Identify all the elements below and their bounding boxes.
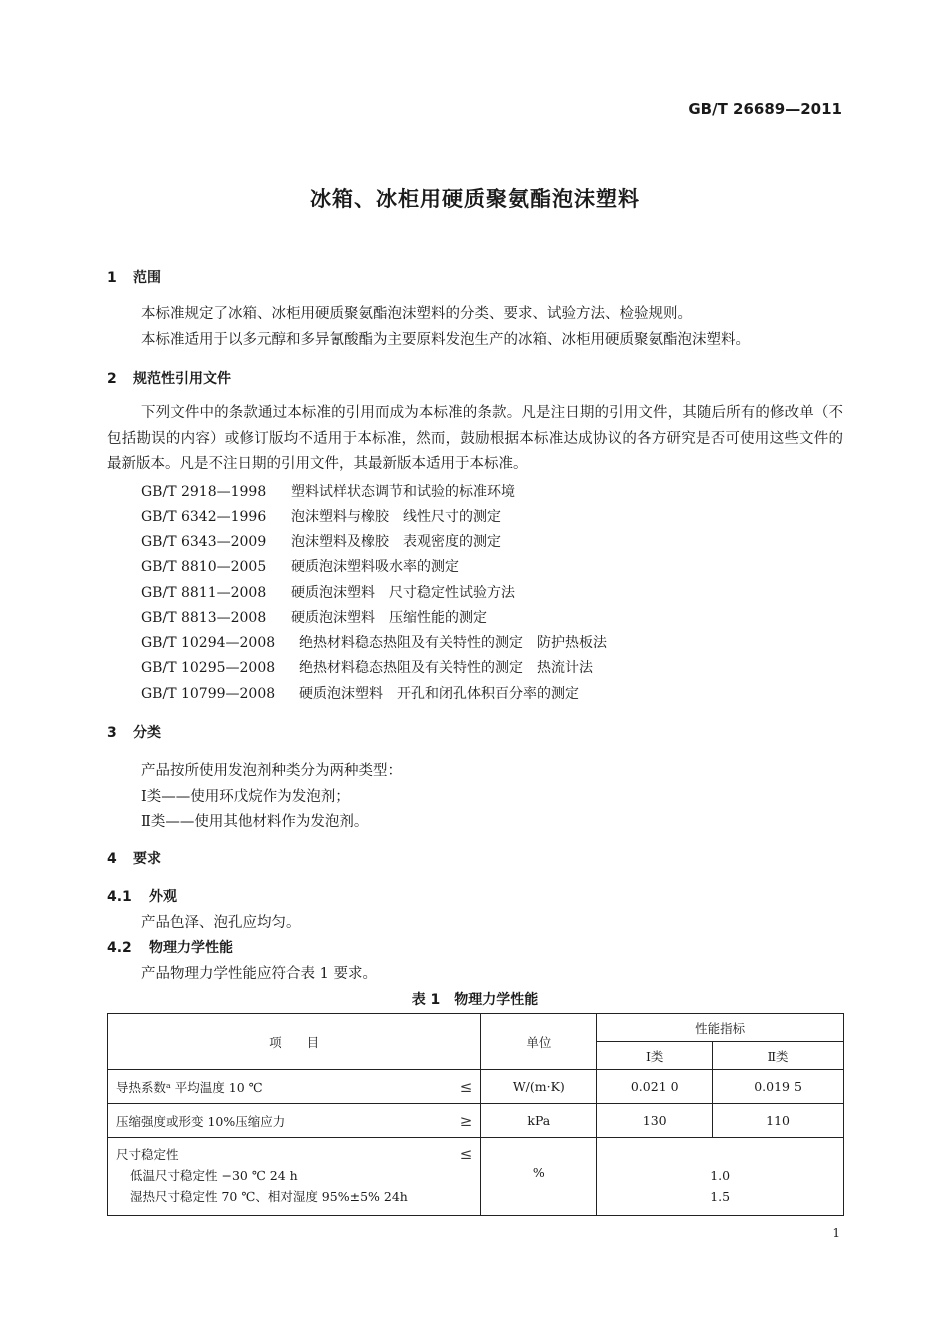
row-item-label: 尺寸稳定性 <box>116 1147 179 1162</box>
table-row <box>108 1104 844 1138</box>
section-title: 范围 <box>133 270 161 286</box>
reference-title: 硬质泡沫塑料 开孔和闭孔体积百分率的测定 <box>299 686 579 702</box>
row-unit: % <box>481 1138 597 1216</box>
reference-code: GB/T 6342—1996 <box>141 509 267 525</box>
row-item <box>108 1070 481 1104</box>
normative-reference <box>141 683 579 703</box>
section-title: 规范性引用文件 <box>133 371 231 387</box>
section-1-heading <box>107 267 161 287</box>
section-number: 2 <box>107 371 117 387</box>
row-value-type-2: 110 <box>713 1104 844 1138</box>
page-number: 1 <box>832 1226 840 1240</box>
normative-reference <box>141 556 459 576</box>
normative-reference <box>141 582 515 602</box>
normative-reference <box>141 481 515 501</box>
paragraph: 本标准适用于以多元醇和多异氰酸酯为主要原料发泡生产的冰箱、冰柜用硬质聚氨酯泡沫塑料。 <box>141 332 750 348</box>
reference-code: GB/T 2918—1998 <box>141 484 267 500</box>
row-item-label: 压缩强度或形变 10%压缩应力 <box>116 1113 286 1129</box>
section-number: 3 <box>107 725 117 741</box>
reference-code: GB/T 10295—2008 <box>141 660 276 676</box>
section-number: 1 <box>107 270 117 286</box>
value-low-temp: 1.0 <box>710 1168 731 1183</box>
normative-reference <box>141 531 501 551</box>
reference-title: 硬质泡沫塑料吸水率的测定 <box>291 559 459 575</box>
section-title: 分类 <box>133 725 161 741</box>
section-title: 要求 <box>133 851 161 867</box>
value-humid-heat: 1.5 <box>710 1189 731 1204</box>
reference-title: 硬质泡沫塑料 压缩性能的测定 <box>291 610 487 626</box>
paragraph: 产品物理力学性能应符合表 1 要求。 <box>141 966 377 982</box>
header-spec: 性能指标 <box>597 1014 844 1042</box>
header-type-2: Ⅱ类 <box>713 1042 844 1070</box>
header-unit: 单位 <box>481 1014 597 1070</box>
classification-type-2: Ⅱ类——使用其他材料作为发泡剂。 <box>141 814 369 830</box>
reference-code: GB/T 10294—2008 <box>141 635 276 651</box>
section-3-heading <box>107 722 161 742</box>
row-value-type-2: 0.019 5 <box>713 1070 844 1104</box>
operator-symbol: ≤ <box>459 1145 473 1163</box>
row-value-type-1: 130 <box>597 1104 713 1138</box>
section-number: 4.1 <box>107 889 132 905</box>
standard-code: GB/T 26689—2011 <box>688 100 842 118</box>
document-title: 冰箱、冰柜用硬质聚氨酯泡沫塑料 <box>310 187 640 211</box>
section-2-heading <box>107 368 231 388</box>
reference-title: 泡沫塑料及橡胶 表观密度的测定 <box>291 534 501 550</box>
reference-title: 泡沫塑料与橡胶 线性尺寸的测定 <box>291 509 501 525</box>
requirements-table <box>107 1013 844 1216</box>
reference-code: GB/T 8811—2008 <box>141 585 267 601</box>
reference-code: GB/T 8810—2005 <box>141 559 267 575</box>
paragraph: 下列文件中的条款通过本标准的引用而成为本标准的条款。凡是注日期的引用文件，其随后所有的修改单（不包括勘误的内容）或修订版均不适用于本标准，然而，鼓励根据本标准达成协议的各方研究是否可使用这些文件的最新版本。凡是不注日期的引用文件，其最新版本适用于本标准。 <box>107 405 843 472</box>
normative-reference <box>141 607 487 627</box>
header-type-1: Ⅰ类 <box>597 1042 713 1070</box>
reference-code: GB/T 6343—2009 <box>141 534 267 550</box>
row-value-type-1: 0.021 0 <box>597 1070 713 1104</box>
row-unit: W/(m·K) <box>481 1070 597 1104</box>
paragraph: 产品色泽、泡孔应均匀。 <box>141 915 301 931</box>
section-number: 4.2 <box>107 940 132 956</box>
normative-reference <box>141 506 501 526</box>
row-item-label: 导热系数ᵃ 平均温度 10 ℃ <box>116 1079 263 1095</box>
reference-title: 塑料试样状态调节和试验的标准环境 <box>291 484 515 500</box>
row-value-merged <box>597 1138 844 1216</box>
section-number: 4 <box>107 851 117 867</box>
header-item: 项 目 <box>108 1014 481 1070</box>
operator-symbol: ≤ <box>459 1077 473 1096</box>
row-unit: kPa <box>481 1104 597 1138</box>
reference-title: 绝热材料稳态热阻及有关特性的测定 防护热板法 <box>299 635 607 651</box>
normative-reference <box>141 657 593 677</box>
subsection-4-2-heading <box>107 937 233 957</box>
section-title: 外观 <box>149 889 177 905</box>
sub-item-low-temp: 低温尺寸稳定性 −30 ℃ 24 h <box>130 1168 298 1183</box>
classification-type-1: Ⅰ类——使用环戊烷作为发泡剂； <box>141 789 350 805</box>
paragraph: 本标准规定了冰箱、冰柜用硬质聚氨酯泡沫塑料的分类、要求、试验方法、检验规则。 <box>141 306 692 322</box>
reference-title: 绝热材料稳态热阻及有关特性的测定 热流计法 <box>299 660 593 676</box>
paragraph: 产品按所使用发泡剂种类分为两种类型： <box>141 763 402 779</box>
table-row <box>108 1138 844 1216</box>
operator-symbol: ≥ <box>459 1111 473 1130</box>
table-row <box>108 1070 844 1104</box>
sub-item-humid-heat: 湿热尺寸稳定性 70 ℃、相对湿度 95%±5% 24h <box>130 1189 408 1204</box>
reference-title: 硬质泡沫塑料 尺寸稳定性试验方法 <box>291 585 515 601</box>
reference-code: GB/T 8813—2008 <box>141 610 267 626</box>
row-item <box>108 1138 481 1216</box>
subsection-4-1-heading <box>107 886 177 906</box>
normative-reference <box>141 632 607 652</box>
section-title: 物理力学性能 <box>149 940 233 956</box>
section-4-heading <box>107 848 161 868</box>
row-item <box>108 1104 481 1138</box>
reference-code: GB/T 10799—2008 <box>141 686 276 702</box>
table-caption: 表 1 物理力学性能 <box>411 992 539 1008</box>
